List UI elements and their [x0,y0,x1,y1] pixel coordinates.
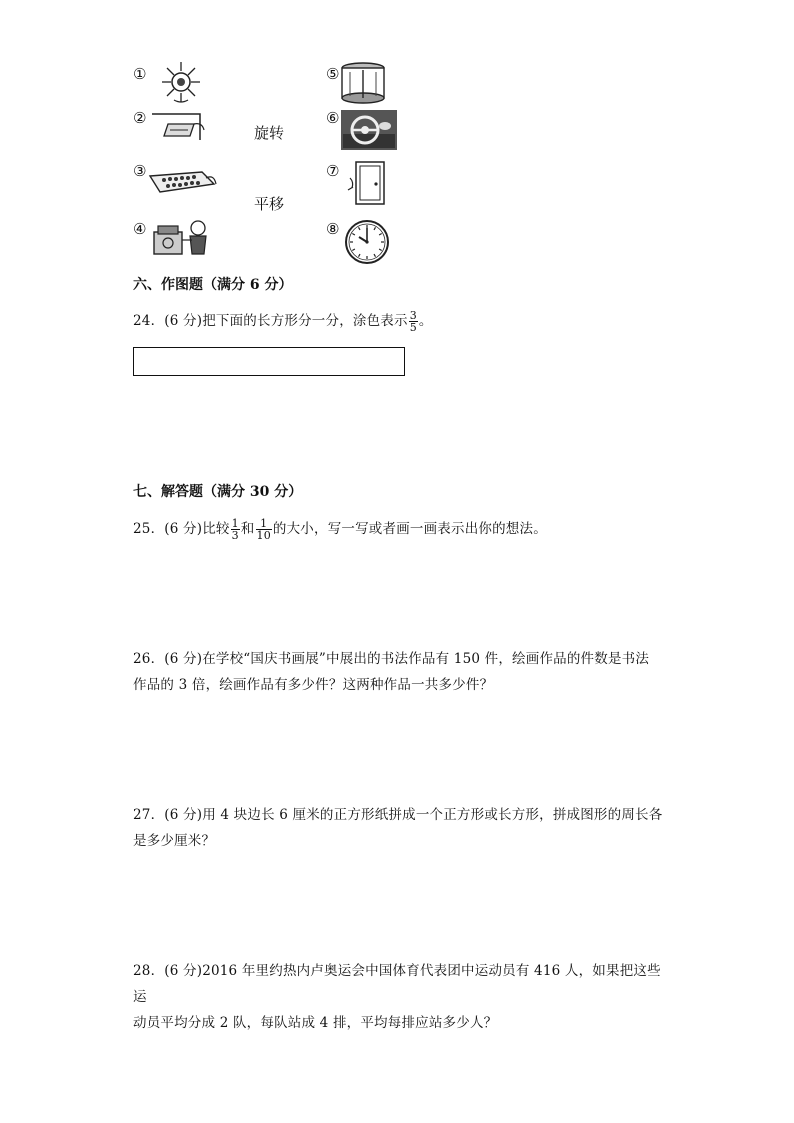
fraction-one-third [231,518,240,541]
ceiling-fan-icon [160,60,202,104]
question-25-and: 和 [240,521,255,537]
question-25-text: 25．(6 分)比较 [133,521,230,537]
question-27-line-2: 是多少厘米？ [133,833,216,849]
section-6-heading: 六、作图题（满分 6 分） [133,277,293,293]
translate-label: 平移 [254,195,285,213]
question-24 [133,308,433,334]
question-26 [133,646,673,698]
fraction-numerator: 1 [256,518,272,530]
item-number-8: ⑧ [326,220,340,238]
fraction-denominator: 10 [256,529,271,542]
fraction-numerator: 1 [231,517,239,530]
fraction-denominator: 5 [409,321,417,334]
question-26-line-1: 26．(6 分)在学校“国庆书画展”中展出的书法作品有 150 件，绘画作品的件数是书法 [133,651,650,667]
item-number-6: ⑥ [326,109,340,127]
door-icon [346,160,390,206]
clock-icon [343,218,391,266]
fraction-numerator: 3 [409,309,417,322]
fraction-three-fifths [409,310,418,333]
steering-wheel-icon [341,110,397,150]
fraction-one-tenth [256,518,272,541]
section-7-heading: 七、解答题（满分 30 分） [133,484,303,500]
item-number-4: ④ [133,220,147,238]
item-number-1: ① [133,65,147,83]
question-26-line-2: 作品的 3 倍，绘画作品有多少件？这两种作品一共多少件？ [133,677,494,693]
item-number-2: ② [133,109,147,127]
fraction-denominator: 3 [231,529,239,542]
rotate-label: 旋转 [254,124,285,142]
question-24-text: 24．(6 分)把下面的长方形分一分，涂色表示 [133,313,408,329]
item-number-5: ⑤ [326,65,340,83]
question-25 [133,516,547,542]
question-28-line-2: 动员平均分成 2 队，每队站成 4 排，平均每排应站多少人？ [133,1015,498,1031]
question-27 [133,802,673,854]
question-24-suffix: 。 [418,313,433,329]
question-25-suffix: 的大小，写一写或者画一画表示出你的想法。 [272,521,547,537]
question-27-line-1: 27．(6 分)用 4 块边长 6 厘米的正方形纸拼成一个正方形或长方形，拼成图形的周长各 [133,807,663,823]
drawer-icon [150,110,208,146]
pencil-sharpener-icon [150,216,212,258]
item-number-3: ③ [133,162,147,180]
question-28-line-1: 28．(6 分)2016 年里约热内卢奥运会中国体育代表团中运动员有 416 人，如果把这些运 [133,963,661,1005]
revolving-door-icon [338,60,388,106]
question-28 [133,958,673,1036]
item-number-7: ⑦ [326,162,340,180]
answer-rectangle[interactable] [133,347,405,376]
abacus-icon [146,168,218,198]
